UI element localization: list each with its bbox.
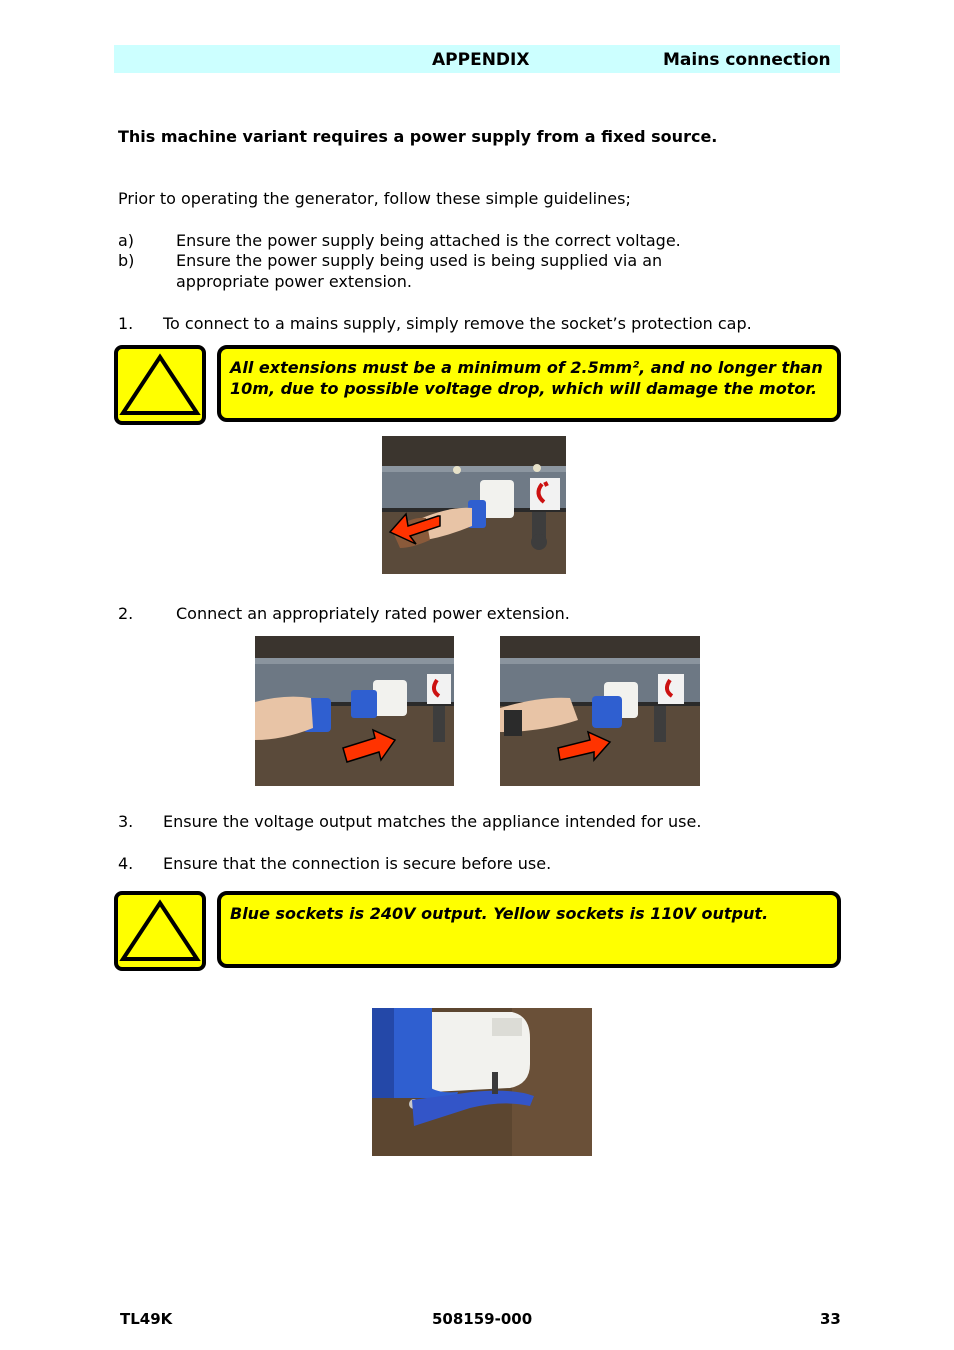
step-1-text: To connect to a mains supply, simply remove the socket’s protection cap. xyxy=(163,314,752,333)
photo-socket-closeup xyxy=(372,1008,592,1156)
warning-box-1 xyxy=(217,345,841,422)
guideline-a-marker: a) xyxy=(118,231,135,250)
footer-model: TL49K xyxy=(120,1310,173,1328)
guideline-b-marker: b) xyxy=(118,251,135,270)
step-3-number: 3. xyxy=(118,812,134,831)
header-section: APPENDIX xyxy=(432,50,530,70)
footer-page-number: 33 xyxy=(820,1310,841,1328)
guidelines-lead: Prior to operating the generator, follow these simple guidelines; xyxy=(118,189,631,208)
warning-box-2 xyxy=(217,891,841,968)
photo-insert-plug-left xyxy=(255,636,454,786)
step-1-number: 1. xyxy=(118,314,134,333)
step-4-number: 4. xyxy=(118,854,134,873)
warning-1-line1: All extensions must be a minimum of 2.5mm², and no longer than xyxy=(230,358,823,377)
footer-part-number: 508159-000 xyxy=(432,1310,533,1328)
step-2-number: 2. xyxy=(118,604,134,623)
header-title: Mains connection xyxy=(663,50,831,70)
step-4-text: Ensure that the connection is secure before use. xyxy=(163,854,552,873)
warning-triangle-icon xyxy=(118,895,202,967)
warning-triangle-icon xyxy=(118,349,202,421)
photo-insert-plug-right xyxy=(500,636,700,786)
warning-icon-box-2 xyxy=(114,891,206,971)
guideline-b-text-line1: Ensure the power supply being used is being supplied via an xyxy=(176,251,663,270)
warning-2-line1: Blue sockets is 240V output. Yellow sockets is 110V output. xyxy=(230,904,769,923)
guideline-b-text-line2: appropriate power extension. xyxy=(176,272,412,291)
guideline-a-text: Ensure the power supply being attached is the correct voltage. xyxy=(176,231,681,250)
warning-1-line2: 10m, due to possible voltage drop, which will damage the motor. xyxy=(230,379,818,398)
step-3-text: Ensure the voltage output matches the appliance intended for use. xyxy=(163,812,702,831)
warning-icon-box-1 xyxy=(114,345,206,425)
photo-remove-cap xyxy=(382,436,566,574)
intro-bold-line: This machine variant requires a power supply from a fixed source. xyxy=(118,127,718,146)
step-2-text: Connect an appropriately rated power extension. xyxy=(176,604,570,623)
